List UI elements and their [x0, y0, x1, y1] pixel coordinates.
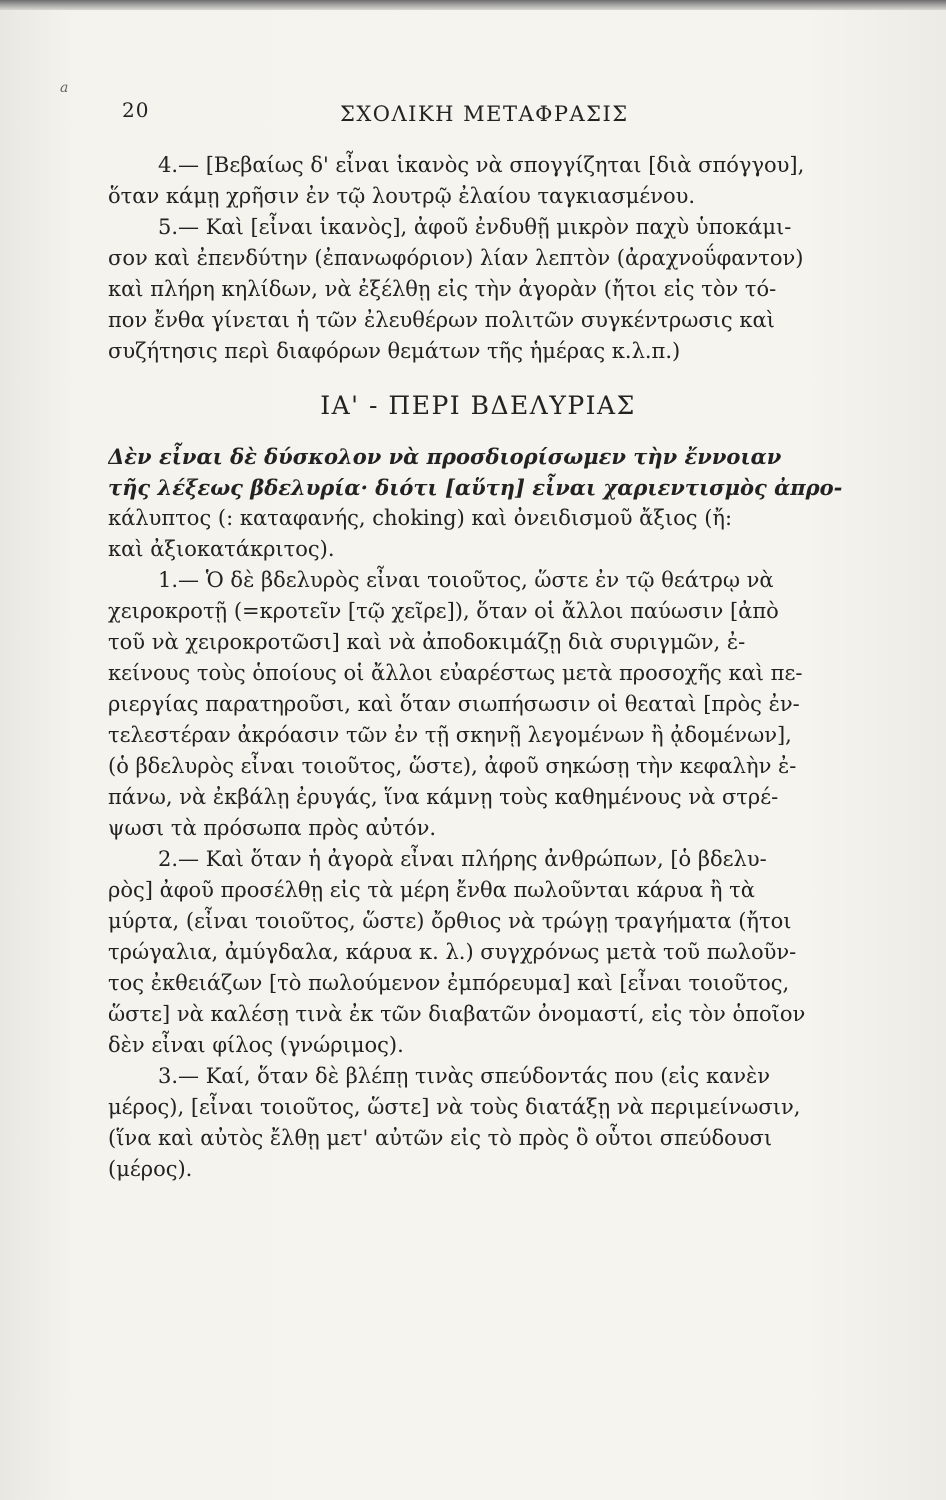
- text-line: κείνους τοὺς ὁποίους οἱ ἄλλοι εὐαρέστως μετὰ προσοχῆς καὶ πε-: [108, 661, 803, 685]
- section-heading: ΙΑ' - ΠΕΡΙ ΒΔΕΛΥΡΙΑΣ: [320, 391, 636, 420]
- page-number: 20: [122, 98, 150, 122]
- text-line: τελεστέραν ἀκρόασιν τῶν ἐν τῇ σκηνῇ λεγομένων ἢ ᾀδομένων],: [108, 723, 792, 747]
- text-line: καὶ πλήρη κηλίδων, νὰ ἐξέλθῃ εἰς τὴν ἀγορὰν (ἤτοι εἰς τὸν τό-: [108, 277, 777, 301]
- text-line: χειροκροτῇ (=κροτεῖν [τῷ χεῖρε]), ὅταν οἱ ἄλλοι παύωσιν [ἀπὸ: [108, 599, 779, 623]
- text-line: πον ἔνθα γίνεται ἡ τῶν ἐλευθέρων πολιτῶν συγκέντρωσις καὶ: [108, 308, 775, 332]
- text-line: τοῦ νὰ χειροκροτῶσι] καὶ νὰ ἀποδοκιμάζῃ διὰ συριγμῶν, ἐ-: [108, 630, 746, 654]
- text-line: τρώγαλια, ἀμύγδαλα, κάρυα κ. λ.) συγχρόνως μετὰ τοῦ πωλοῦν-: [108, 940, 797, 964]
- text-line: ριεργίας παρατηροῦσι, καὶ ὅταν σιωπήσωσιν οἱ θεαταὶ [πρὸς ἐν-: [108, 692, 800, 716]
- text-line: Δὲν εἶναι δὲ δύσκολον νὰ προσδιορίσωμεν τὴν ἔννοιαν: [108, 444, 782, 469]
- text-line: 3.— Καί, ὅταν δὲ βλέπῃ τινὰς σπεύδοντάς που (εἰς κανὲν: [158, 1064, 771, 1088]
- text-line: 1.— Ὁ δὲ βδελυρὸς εἶναι τοιοῦτος, ὥστε ἐν τῷ θεάτρῳ νὰ: [158, 568, 774, 592]
- text-line: κάλυπτος (: καταφανής, choking) καὶ ὀνειδισμοῦ ἄξιος (ἤ:: [108, 506, 733, 530]
- text-line: (ὁ βδελυρὸς εἶναι τοιοῦτος, ὥστε), ἀφοῦ σηκώσῃ τὴν κεφαλὴν ἐ-: [108, 754, 797, 778]
- text-line: (μέρος).: [108, 1157, 193, 1181]
- text-line: συζήτησις περὶ διαφόρων θεμάτων τῆς ἡμέρας κ.λ.π.): [108, 339, 681, 363]
- text-line: 2.— Καὶ ὅταν ἡ ἀγορὰ εἶναι πλήρης ἀνθρώπων, [ὁ βδελυ-: [158, 847, 767, 871]
- corner-mark: a: [60, 80, 69, 96]
- text-line: 5.— Καὶ [εἶναι ἱκανὸς], ἀφοῦ ἐνδυθῇ μικρὸν παχὺ ὑποκάμι-: [158, 215, 792, 239]
- text-line: μέρος), [εἶναι τοιοῦτος, ὥστε] νὰ τοὺς διατάξῃ νὰ περιμείνωσιν,: [108, 1095, 801, 1119]
- text-line: 4.— [Βεβαίως δ' εἶναι ἱκανὸς νὰ σπογγίζηται [διὰ σπόγγου],: [158, 153, 805, 177]
- text-line: μύρτα, (εἶναι τοιοῦτος, ὥστε) ὄρθιος νὰ τρώγῃ τραγήματα (ἤτοι: [108, 909, 792, 933]
- text-line: (ἵνα καὶ αὐτὸς ἔλθῃ μετ' αὐτῶν εἰς τὸ πρὸς ὃ οὗτοι σπεύδουσι: [108, 1126, 773, 1150]
- scan-top-edge: [0, 0, 946, 10]
- text-line: τος ἐκθειάζων [τὸ πωλούμενον ἐμπόρευμα] καὶ [εἶναι τοιοῦτος,: [108, 971, 790, 995]
- text-line: ρὸς] ἀφοῦ προσέλθῃ εἰς τὰ μέρη ἔνθα πωλοῦνται κάρυα ἢ τὰ: [108, 878, 755, 902]
- text-line: ὅταν κάμῃ χρῆσιν ἐν τῷ λουτρῷ ἐλαίου ταγκιασμένου.: [108, 184, 696, 208]
- running-head: ΣΧΟΛΙΚΗ ΜΕΤΑΦΡΑΣΙΣ: [340, 102, 629, 126]
- text-line: καὶ ἀξιοκατάκριτος).: [108, 537, 335, 561]
- text-line: πάνω, νὰ ἐκβάλῃ ἐρυγάς, ἵνα κάμνῃ τοὺς καθημένους νὰ στρέ-: [108, 785, 779, 809]
- text-line: ὥστε] νὰ καλέσῃ τινὰ ἐκ τῶν διαβατῶν ὀνομαστί, εἰς τὸν ὁποῖον: [108, 1002, 806, 1026]
- text-line: τῆς λέξεως βδελυρία· διότι [αὕτη] εἶναι χαριεντισμὸς ἀπρο-: [108, 475, 843, 500]
- text-line: σον καὶ ἐπενδύτην (ἐπανωφόριον) λίαν λεπτὸν (ἀραχνοΰφαντον): [108, 246, 804, 270]
- page-body: [108, 150, 848, 1185]
- text-line: δὲν εἶναι φίλος (γνώριμος).: [108, 1033, 404, 1057]
- text-line: ψωσι τὰ πρόσωπα πρὸς αὐτόν.: [108, 816, 437, 840]
